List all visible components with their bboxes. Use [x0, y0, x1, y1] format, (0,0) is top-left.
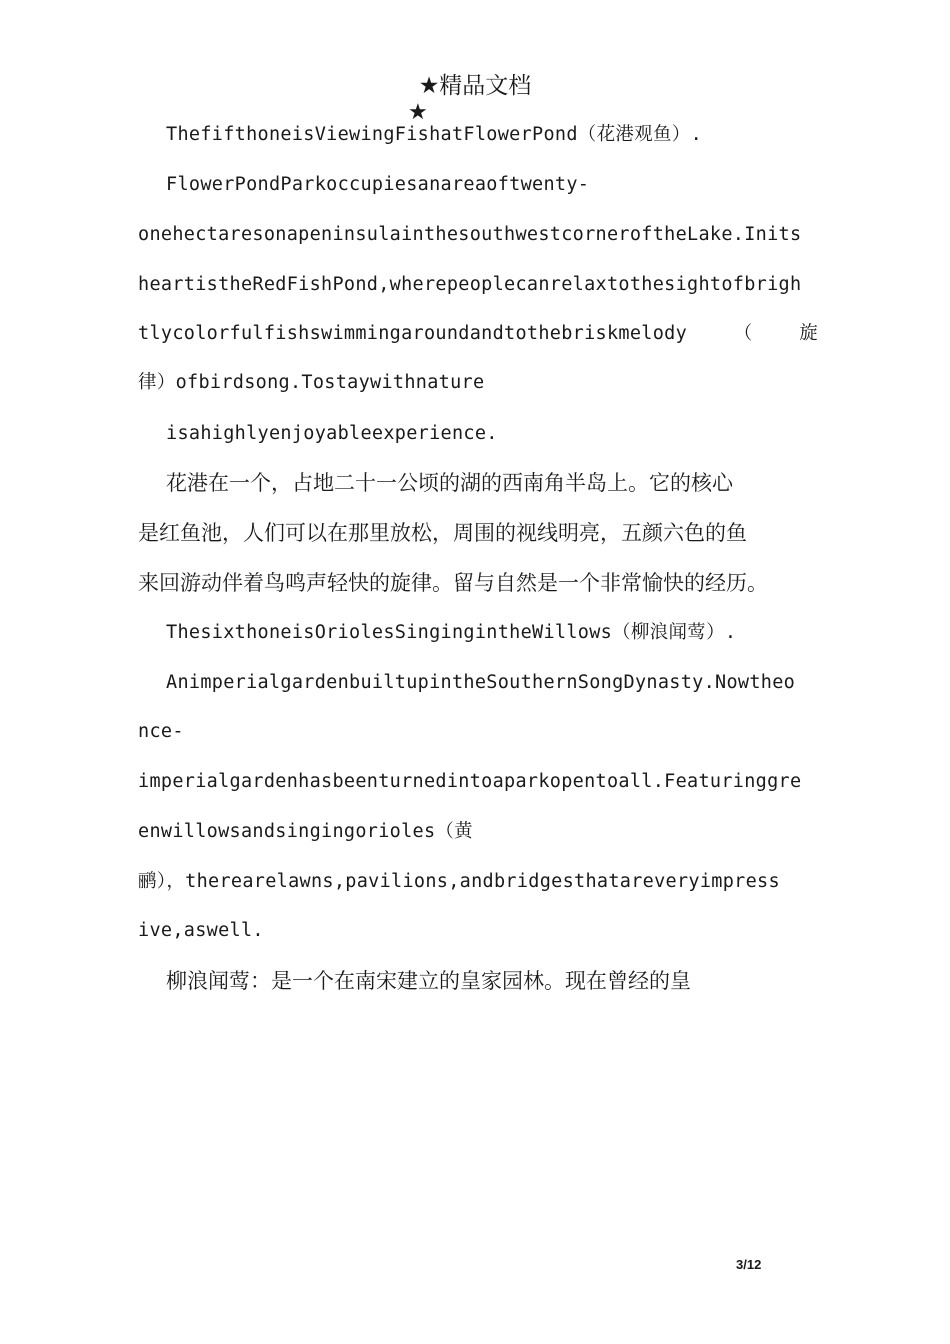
body-line: imperialgardenhasbeenturnedintoaparkopentoall.Featuringgre — [138, 771, 802, 792]
body-line — [138, 319, 818, 349]
body-line: FlowerPondParkoccupiesanareaoftwenty- — [166, 174, 590, 195]
body-line: ThesixthoneisOriolesSingingintheWillows（柳浪闻莺）. — [166, 622, 737, 643]
body-line: isahighlyenjoyableexperience. — [166, 423, 498, 444]
body-line: 柳浪闻莺：是一个在南宋建立的皇家园林。现在曾经的皇 — [166, 969, 691, 993]
body-line: 来回游动伴着鸟鸣声轻快的旋律。留与自然是一个非常愉快的经历。 — [138, 571, 768, 595]
body-line: enwillowsandsingingorioles（黄 — [138, 821, 473, 842]
body-line: ThefifthoneisViewingFishatFlowerPond（花港观鱼）. — [166, 124, 703, 145]
body-line: 花港在一个，占地二十一公顷的湖的西南角半岛上。它的核心 — [166, 471, 733, 495]
page-number: 3/12 — [736, 1257, 762, 1272]
body-line: 是红鱼池，人们可以在那里放松，周围的视线明亮，五颜六色的鱼 — [138, 521, 747, 545]
body-line: AnimperialgardenbuiltupintheSouthernSongDynasty.Nowtheo — [166, 672, 796, 693]
body-line: ive,aswell. — [138, 920, 264, 941]
body-line-paren: （ — [733, 323, 753, 344]
document-header-title: ★精品文档 — [418, 73, 532, 99]
body-line: 律）ofbirdsong.Tostaywithnature — [138, 372, 485, 393]
body-line: heartistheRedFishPond,wherepeoplecanrelaxtothesightofbrigh — [138, 274, 802, 295]
header-star-icon: ★ — [408, 100, 428, 125]
body-line-text: tlycolorfulfishswimmingaroundandtothebriskmelody — [138, 323, 688, 344]
body-line-char: 旋 — [799, 323, 818, 344]
body-line: onehectaresonapeninsulainthesouthwestcorneroftheLake.Inits — [138, 224, 802, 245]
body-line: 鹂），therearelawns,pavilions,andbridgesthatareveryimpress — [138, 871, 780, 892]
body-line: nce- — [138, 721, 184, 742]
